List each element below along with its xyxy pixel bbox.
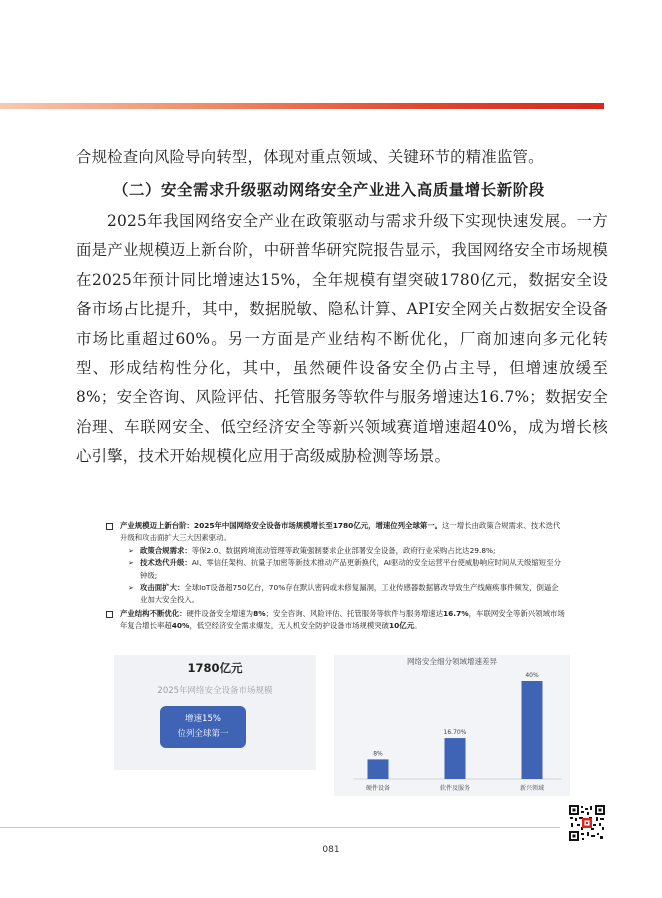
market-size-label: 2025年网络安全设备市场规模 bbox=[157, 686, 273, 696]
growth-badge bbox=[160, 706, 246, 748]
sub-bullet-policy bbox=[104, 545, 566, 557]
chart-category-label: 新兴领域 bbox=[519, 785, 545, 792]
header-accent-bar bbox=[0, 103, 604, 109]
sub-bullet-label: 技术迭代升级： bbox=[140, 558, 192, 568]
sub-bullet-label: 攻击面扩大： bbox=[140, 583, 185, 593]
body-paragraph-1: 合规检查向风险导向转型，体现对重点领域、关键环节的精准监管。 bbox=[76, 148, 544, 166]
arrow-bullet-icon: ➢ bbox=[128, 546, 134, 555]
bullet-text: 这一增长由政策合规需求、技术迭代升级和攻击面扩大三大因素驱动。 bbox=[120, 521, 561, 543]
section-heading: （二）安全需求升级驱动网络安全产业进入高质量增长新阶段 bbox=[113, 181, 545, 199]
summary-infobox bbox=[104, 520, 566, 633]
bullet-industry-scale bbox=[104, 520, 566, 545]
sub-bullet-text: 全球IoT设备超750亿台，70%存在默认密码或未修复漏洞，工业传感器数据篡改导致生产线瘫痪事件频发，倒逼企业加大安全投入。 bbox=[140, 583, 559, 605]
bullet-label: 产业规模迈上新台阶： bbox=[120, 521, 194, 530]
market-size-card bbox=[114, 655, 316, 770]
bullet-text: ，车联网安全等新兴领域市场年复合增长率超 bbox=[120, 608, 565, 631]
sub-bullet-text: 等保2.0、数据跨境流动管理等政策强制要求企业部署安全设备，政府行业采购占比达29.8%; bbox=[191, 545, 496, 555]
qr-code-icon bbox=[569, 805, 605, 841]
growth-badge-line-2: 位列全球第一 bbox=[177, 729, 229, 739]
chart-data-label: 40% bbox=[525, 672, 539, 679]
footer-rule bbox=[0, 827, 560, 828]
bullet-text: ，低空经济安全需求爆发，无人机安全防护设备市场规模突破 bbox=[189, 621, 390, 631]
bullet-text: 硬件设备安全增速为 bbox=[186, 608, 254, 618]
body-paragraph-2: 2025年我国网络安全产业在政策驱动与需求升级下实现快速发展。一方面是产业规模迈上新台阶，中研普华研究院报告显示，我国网络安全市场规模在2025年预计同比增速达15%，全年规模有望突破1780亿元，数据安全设备市场占比提升，其中，数据脱敏、隐私计算、API安全网关占数据安全设备市场比重超过60%。另一方面是产业结构不断优化，厂商加速向多元化转型、形成结构性分化，其中，虽然硬件设备安全仍占主导，但增速放缓至8%；安全咨询、风险评估、托管服务等软件与服务增速达16.7%；数据安全治理、车联网安全、低空经济安全等新兴领域赛道增速超40%，成为增长核心引擎，技术开始规模化应用于高级威胁检测等场景。 bbox=[76, 212, 608, 466]
chart-bar bbox=[445, 738, 466, 779]
market-size-value: 1780亿元 bbox=[187, 661, 243, 675]
chart-category-label: 软件及服务 bbox=[439, 785, 471, 792]
bullet-highlight: 40% bbox=[171, 621, 190, 631]
bullet-highlight: 16.7% bbox=[443, 608, 469, 618]
chart-category-label: 硬件设备 bbox=[365, 785, 391, 792]
bullet-label: 产业结构不断优化： bbox=[120, 608, 187, 618]
square-bullet-icon bbox=[106, 523, 113, 530]
sub-bullet-text: AI、零信任架构、抗量子加密等新技术推动产品更新换代，AI驱动的安全运营平台使威胁响应时间从天级缩短至分钟级; bbox=[140, 558, 561, 580]
segment-growth-chart bbox=[334, 655, 570, 796]
arrow-bullet-icon: ➢ bbox=[128, 559, 134, 568]
square-bullet-icon bbox=[106, 611, 113, 618]
chart-bar bbox=[522, 681, 543, 779]
chart-data-label: 8% bbox=[373, 750, 383, 758]
chart-bar bbox=[368, 759, 389, 779]
growth-badge-line-1: 增速15% bbox=[185, 714, 221, 724]
chart-data-label: 16.70% bbox=[443, 729, 467, 737]
bullet-text: 。 bbox=[414, 621, 422, 631]
bullet-highlight: 2025年中国网络安全设备市场规模增长至1780亿元，增速位列全球第一。 bbox=[193, 521, 443, 530]
bullet-text: ；安全咨询、风险评估、托管服务等软件与服务增速达 bbox=[265, 608, 444, 618]
chart-title: 网络安全细分领域增速差异 bbox=[407, 657, 497, 666]
bullet-industry-structure bbox=[104, 608, 566, 633]
sub-bullet-label: 政策合规需求： bbox=[140, 545, 192, 555]
arrow-bullet-icon: ➢ bbox=[128, 584, 134, 593]
bullet-highlight: 10亿元 bbox=[389, 621, 415, 631]
chart-canvas bbox=[334, 655, 570, 796]
sub-bullet-attack-surface bbox=[104, 582, 566, 607]
bullet-highlight: 8% bbox=[253, 608, 266, 618]
sub-bullet-tech bbox=[104, 557, 566, 582]
page-number: 081 bbox=[322, 845, 340, 855]
